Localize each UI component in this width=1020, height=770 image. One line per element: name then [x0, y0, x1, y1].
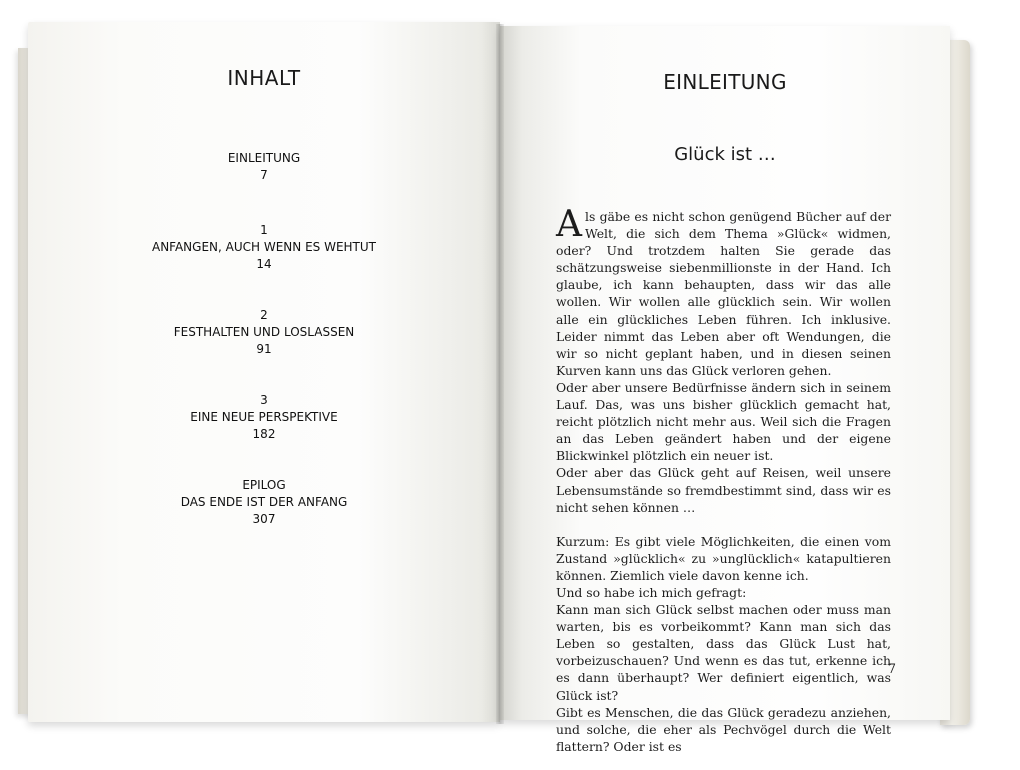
toc-entry-page: 91	[256, 342, 272, 356]
toc-entry-chapter-2	[28, 307, 500, 358]
toc-entry-page: 14	[256, 257, 272, 271]
toc-entry-page: 7	[260, 168, 268, 182]
paragraph: Kurzum: Es gibt viele Möglichkeiten, die einen vom Zustand »glücklich« zu »unglücklich« katapultieren können. Ziemlich viele davon kenne ich.	[556, 533, 891, 583]
toc-entry-number: 3	[260, 393, 268, 407]
paragraph-text: ls gäbe es nicht schon genügend Bücher auf der Welt, die sich dem Thema »Glück« widmen, oder? Und trotzdem halten Sie gerade das schätzungsweise siebenmillionste in der Hand. Ich glaube, ich kann behaupten, dass wir das alle wollen. Wir wollen alle glücklich sein. Wir wollen alle ein glückliches Leben führen. Ich inklusive. Leider nimmt das Leben aber oft Wendungen, die wir so nicht geplant haben, und in diesen seinen Kurven kann uns das Glück verloren gehen.	[556, 209, 891, 378]
toc-entry-epilogue	[28, 477, 500, 528]
toc-entry-number: 2	[260, 308, 268, 322]
paragraph: Oder aber das Glück geht auf Reisen, weil unsere Lebensumstände so fremdbestimmt sind, dass wir es nicht sehen können …	[556, 465, 891, 515]
toc-entry-label: EPILOG	[242, 478, 286, 492]
toc-entry-title: DAS ENDE IST DER ANFANG	[180, 495, 348, 509]
paragraph: Und so habe ich mich gefragt:	[556, 584, 747, 600]
table-of-contents	[28, 150, 500, 562]
toc-entry-chapter-1	[28, 222, 500, 273]
toc-entry-title: EINLEITUNG	[227, 151, 301, 165]
body-text	[556, 204, 891, 755]
page-number: 7	[887, 662, 896, 677]
paragraph: Kann man sich Glück selbst machen oder muss man warten, bis es vorbeikommt? Kann man sich das Leben so gestalten, dass das Glück Lust hat, vorbeizuschauen? Und wenn es das tut, erkenne ich es dann überhaupt? Wer definiert eigentlich, was Glück ist?	[556, 602, 891, 703]
paragraph: Gibt es Menschen, die das Glück geradezu anziehen, und solche, die eher als Pechvögel durch die Welt flattern? Oder ist es	[556, 704, 891, 754]
toc-entry-title: FESTHALTEN UND LOSLASSEN	[173, 325, 355, 339]
toc-entry-title: ANFANGEN, AUCH WENN ES WEHTUT	[151, 240, 376, 254]
drop-cap: A	[556, 204, 582, 245]
toc-title: INHALT	[227, 66, 301, 90]
paragraph: Oder aber unsere Bedürfnisse ändern sich in seinem Lauf. Das, was uns bisher glücklich gemacht hat, reicht plötzlich nicht mehr aus. Weil sich die Fragen an das Leben geändert haben und der eigene Blickwinkel plötzlich ein neuer ist.	[556, 379, 891, 464]
toc-entry-title: EINE NEUE PERSPEKTIVE	[190, 410, 338, 424]
paragraph	[556, 204, 891, 379]
toc-entry-page: 307	[252, 512, 276, 526]
toc-entry-page: 182	[252, 427, 276, 441]
chapter-title: EINLEITUNG	[663, 70, 787, 94]
toc-entry-chapter-3	[28, 392, 500, 443]
toc-entry-introduction	[28, 150, 500, 184]
toc-entry-number: 1	[260, 223, 268, 237]
chapter-subtitle: Glück ist …	[674, 144, 776, 165]
